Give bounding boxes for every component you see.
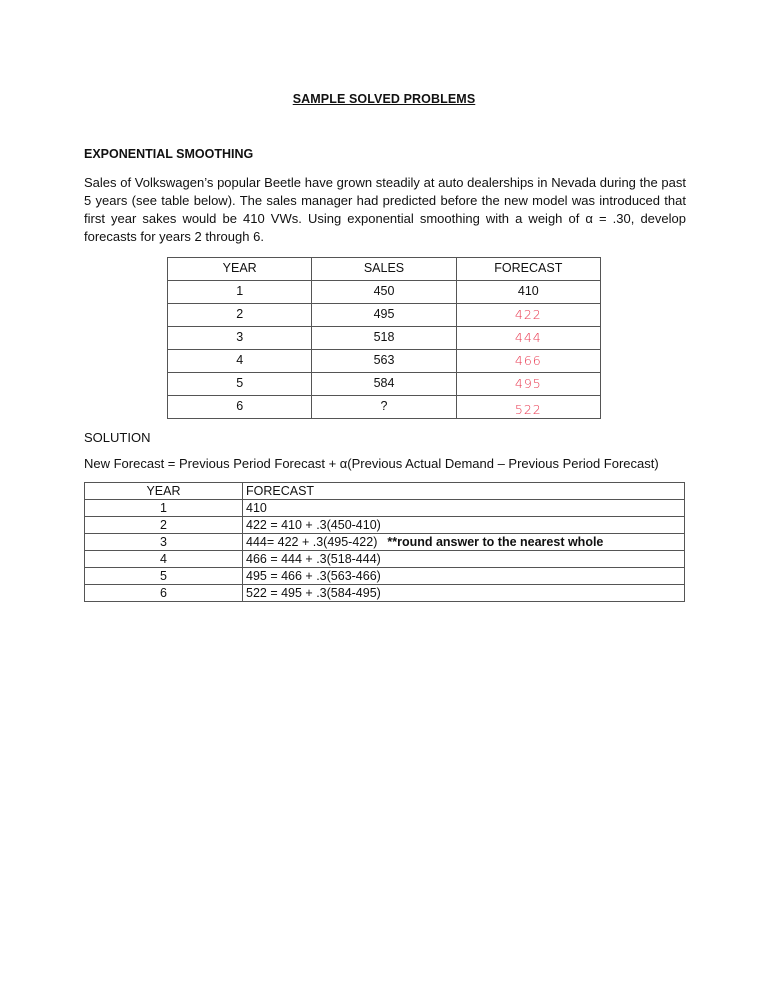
cell-forecast-handwritten: 422 [456,304,600,327]
cell-forecast: 410 [456,281,600,304]
cell-year: 6 [85,585,243,602]
header-year: YEAR [168,258,312,281]
cell-calculation: 466 = 444 + .3(518-444) [243,551,685,568]
header-forecast: FORECAST [456,258,600,281]
table-row [85,568,685,585]
cell-year: 1 [85,500,243,517]
page-title: SAMPLE SOLVED PROBLEMS [292,92,476,106]
cell-forecast-handwritten: 444 [456,327,600,350]
cell-calculation: 495 = 466 + .3(563-466) [243,568,685,585]
cell-year: 6 [168,396,312,419]
table-row [85,551,685,568]
cell-sales: ? [312,396,456,419]
table-row [168,304,601,327]
rounding-note: **round answer to the nearest whole [387,535,604,549]
table-row [168,281,601,304]
cell-calculation: 522 = 495 + .3(584-495) [243,585,685,602]
table-row [168,396,601,419]
cell-year: 2 [168,304,312,327]
calculation-text: 444= 422 + .3(495-422) [246,535,378,549]
cell-year: 5 [168,373,312,396]
table-row [168,373,601,396]
cell-sales: 563 [312,350,456,373]
cell-sales: 584 [312,373,456,396]
cell-calculation: 422 = 410 + .3(450-410) [243,517,685,534]
table-header-row [85,483,685,500]
table-row [168,327,601,350]
header-sales: SALES [312,258,456,281]
header-year: YEAR [85,483,243,500]
table-row [85,585,685,602]
cell-forecast-handwritten: 522 [456,396,600,419]
cell-year: 3 [168,327,312,350]
solution-label: SOLUTION [84,430,151,445]
table-row [85,517,685,534]
cell-calculation: 410 [243,500,685,517]
table-header-row [168,258,601,281]
cell-year: 4 [85,551,243,568]
formula-text: New Forecast = Previous Period Forecast + α(Previous Actual Demand – Previous Period Forecast) [84,456,659,471]
table-row [85,500,685,517]
problem-statement: Sales of Volkswagen’s popular Beetle have grown steadily at auto dealerships in Nevada during the past 5 years (see table below). The sales manager had predicted before the new model was introduced that first year sakes would be 410 VWs. Using exponential smoothing with a weigh of α = .30, develop forecasts for years 2 through 6. [84,175,686,244]
cell-sales: 495 [312,304,456,327]
table-row [168,350,601,373]
header-forecast: FORECAST [243,483,685,500]
cell-year: 2 [85,517,243,534]
table-row [85,534,685,551]
cell-year: 5 [85,568,243,585]
cell-year: 1 [168,281,312,304]
cell-sales: 518 [312,327,456,350]
section-heading: EXPONENTIAL SMOOTHING [84,147,254,161]
cell-year: 3 [85,534,243,551]
sales-forecast-table [167,257,601,419]
cell-sales: 450 [312,281,456,304]
cell-year: 4 [168,350,312,373]
cell-forecast-handwritten: 466 [456,350,600,373]
solution-table [84,482,685,602]
cell-calculation-with-note [243,534,685,551]
cell-forecast-handwritten: 495 [456,373,600,396]
